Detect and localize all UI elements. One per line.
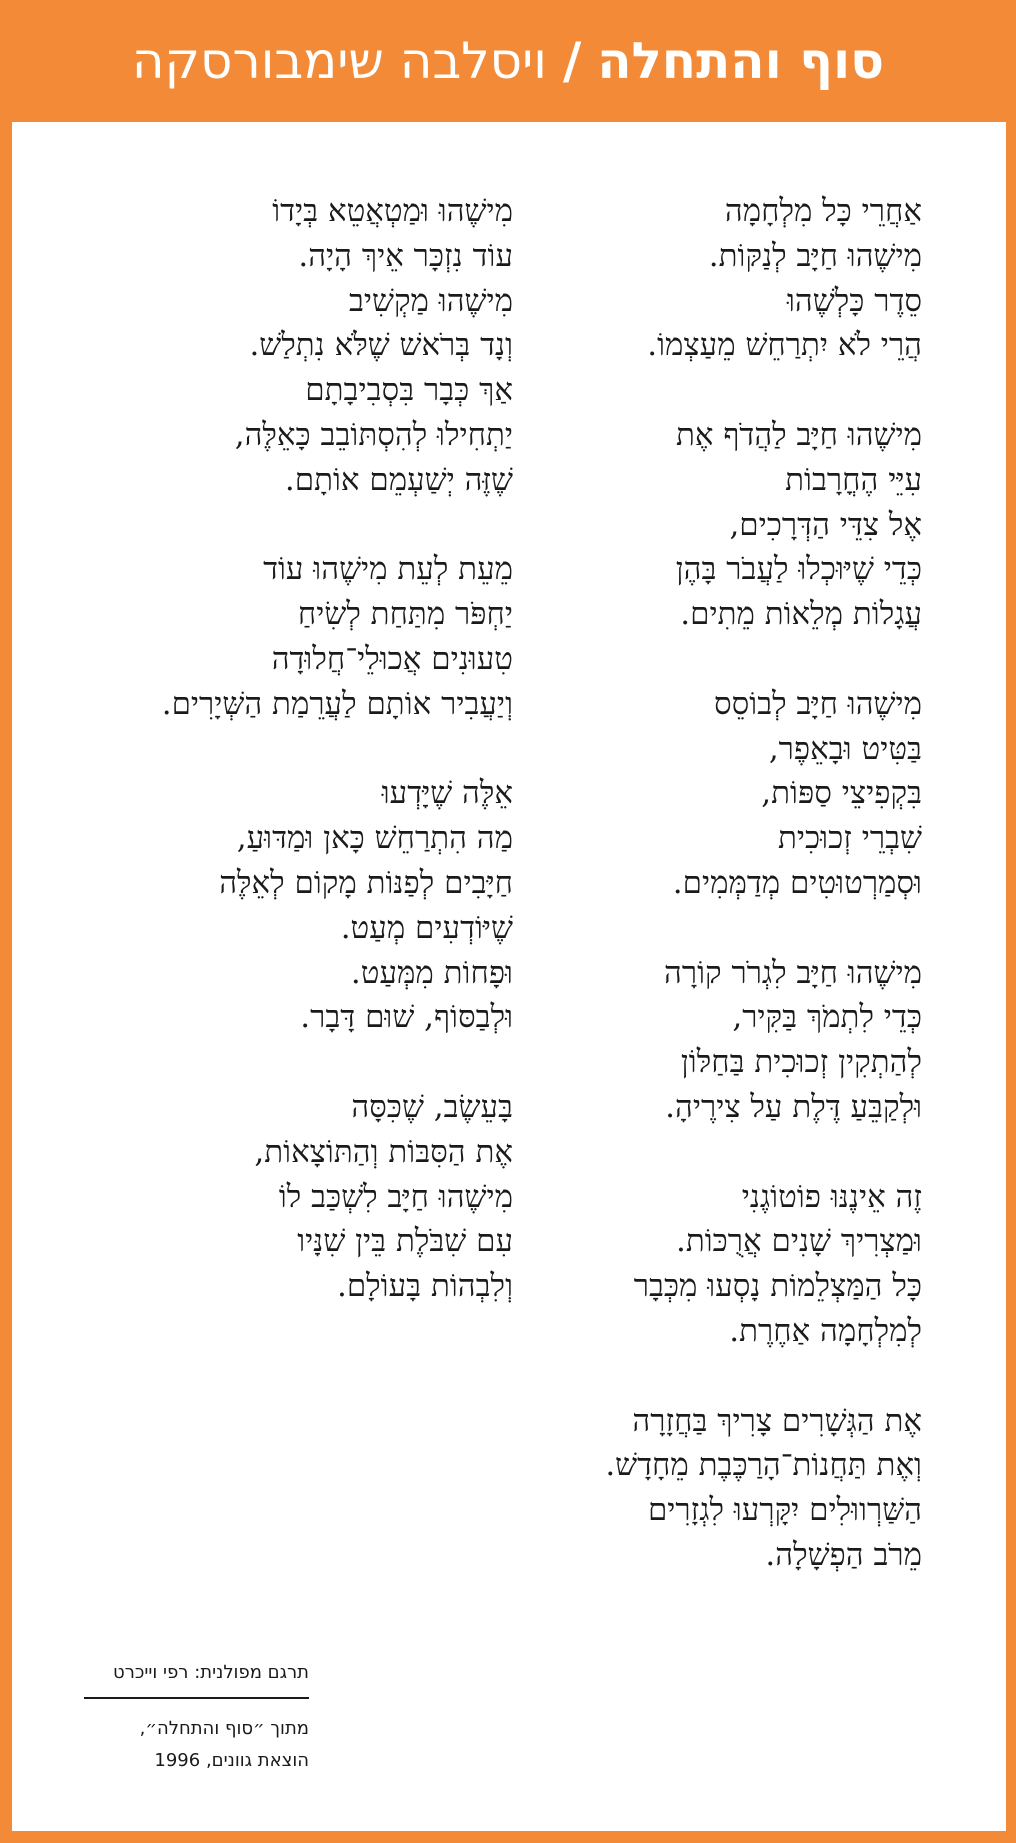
poem-stanza bbox=[605, 189, 922, 368]
poem-stanza bbox=[162, 189, 513, 503]
poem-line: מֵרֹב הַפְשָׁלָה. bbox=[765, 1536, 922, 1573]
poem-line: יַתְחִילוּ לְהִסְתּוֹבֵב כָּאֵלֶּה, bbox=[234, 416, 513, 453]
poem-line: מִישֶׁהוּ חַיָּב לִגְרֹר קוֹרָה bbox=[664, 954, 922, 991]
poem-line: עִם שִׁבֹּלֶת בֵּין שִׁנָּיו bbox=[297, 1223, 513, 1260]
poem-line: שִׁבְרֵי זְכוּכִית bbox=[777, 820, 922, 857]
poem-title: סוף והתחלה bbox=[597, 32, 885, 90]
poem-stanza bbox=[605, 1399, 922, 1578]
header-banner bbox=[0, 0, 1016, 122]
poem-line: מִישֶׁהוּ חַיָּב לְבוֹסֵס bbox=[714, 685, 922, 722]
poem-line: הֲרֵי לֹא יִתְרַחֵשׁ מֵעַצְמוֹ. bbox=[647, 327, 922, 364]
poem-line: אֵלֶּה שֶׁיָּדְעוּ bbox=[381, 775, 513, 812]
poem-stanza bbox=[605, 682, 922, 906]
poem-line: מִישֶׁהוּ וּמַטְאֲטֵא בְּיָדוֹ bbox=[272, 193, 513, 229]
poem-stanza bbox=[162, 771, 513, 1040]
poem-line: כָּל הַמַּצְלֵמוֹת נָסְעוּ מִכְּבָר bbox=[633, 1268, 922, 1305]
title-separator: / bbox=[562, 32, 582, 90]
poem-line: זֶה אֵינֶנּוּ פוֹטוֹגֶנִי bbox=[741, 1178, 922, 1215]
poem-line: לְמִלְחָמָה אַחֶרֶת. bbox=[729, 1312, 922, 1349]
credits-divider bbox=[84, 1697, 309, 1699]
poem-line: וּסְמַרְטוּטִים מְדַמְּמִים. bbox=[672, 864, 922, 901]
poem-line: יַחְפֹּר מִתַּחַת לְשִׂיחַ bbox=[297, 596, 513, 633]
poem-line: מַה הִתְרַחֵשׁ כָּאן וּמַדּוּעַ, bbox=[236, 820, 513, 857]
poem-line: מֵעֵת לְעֵת מִישֶׁהוּ עוֹד bbox=[263, 551, 513, 588]
poem-line: עוֹד נִזְכָּר אֵיךְ הָיָה. bbox=[298, 237, 513, 274]
poem-stanza bbox=[162, 547, 513, 726]
poem-column-right bbox=[605, 189, 922, 1623]
poem-line: לְהַתְקִין זְכוּכִית בַּחַלּוֹן bbox=[680, 1044, 922, 1081]
poem-stanza bbox=[605, 1175, 922, 1354]
poem-line: טִעוּנִים אֲכוּלֵי־חֲלוּדָה bbox=[271, 640, 513, 677]
credits-block bbox=[84, 1659, 309, 1777]
poem-line: בִּקְפִיצֵי סַפּוֹת, bbox=[761, 775, 922, 812]
poem-line: מִישֶׁהוּ חַיָּב לְנַקּוֹת. bbox=[708, 237, 922, 274]
poem-line: וְיַעֲבִיר אוֹתָם לַעֲרֵמַת הַשְּׁיָרִים. bbox=[161, 685, 513, 722]
poem-line: אַחֲרֵי כָּל מִלְחָמָה bbox=[724, 193, 922, 229]
poem-line: עִיֵּי הֶחֳרָבוֹת bbox=[785, 461, 922, 498]
poem-line: וּמַצְרִיךְ שָׁנִים אֲרֻכּוֹת. bbox=[675, 1223, 922, 1260]
poem-line: שֶׁזֶּה יְשַׁעְמֵם אוֹתָם. bbox=[284, 461, 513, 498]
poem-line: הַשַּׁרְווּלִים יִקָּרְעוּ לִגְזָרִים bbox=[647, 1492, 922, 1529]
poem-line: כְּדֵי לִתְמֹךְ בַּקִּיר, bbox=[732, 999, 922, 1036]
poem-line: מִישֶׁהוּ חַיָּב לַהֲדֹף אֶת bbox=[675, 416, 922, 453]
poem-stanza bbox=[162, 1085, 513, 1309]
poem-line: וּפָחוֹת מִמְּעַט. bbox=[350, 954, 513, 991]
poem-line: שֶׁיּוֹדְעִים מְעַט. bbox=[340, 909, 513, 946]
poem-line: וּלְבַסּוֹף, שׁוּם דָּבָר. bbox=[300, 999, 513, 1036]
poem-line: בָּעֵשֶׂב, שֶׁכִּסָּה bbox=[351, 1088, 513, 1125]
poem-line: אֶל צִדֵּי הַדְּרָכִים, bbox=[729, 506, 922, 543]
poem-stanza bbox=[605, 413, 922, 637]
poem-line: סֵדֶר כָּלְשֶׁהוּ bbox=[787, 282, 922, 319]
source-line-1: מתוך ״סוף והתחלה״, bbox=[139, 1718, 309, 1739]
poem-line: כְּדֵי שֶׁיּוּכְלוּ לַעֲבֹר בָּהֶן bbox=[675, 551, 922, 588]
poem-line: וְלִבְהוֹת בָּעוֹלָם. bbox=[336, 1268, 513, 1305]
poem-line: מִישֶׁהוּ מַקְשִׁיב bbox=[348, 282, 513, 319]
poem-line: אֶת הַסִּבּוֹת וְהַתּוֹצָאוֹת, bbox=[254, 1133, 513, 1170]
poet-name: ויסלבה שימבורסקה bbox=[131, 32, 547, 90]
poem-line: וְנָד בְּרֹאשׁ שֶׁלֹּא נִתְלַשׁ. bbox=[249, 327, 513, 364]
poem-line: בַּטִּיט וּבָאֵפֶר, bbox=[768, 730, 922, 767]
poem-line: וְאֶת תַּחֲנוֹת־הָרַכֶּבֶת מֵחָדָשׁ. bbox=[605, 1447, 922, 1484]
poem-line: אֶת הַגְּשָׁרִים צָרִיךְ בַּחֲזָרָה bbox=[632, 1402, 922, 1439]
poem-line: אַךְ כְּבָר בִּסְבִיבָתָם bbox=[305, 372, 513, 409]
poem-line: עֲגָלוֹת מְלֵאוֹת מֵתִים. bbox=[680, 596, 922, 633]
poem-panel bbox=[12, 122, 1006, 1831]
poem-line: מִישֶׁהוּ חַיָּב לִשְׁכַּב לוֹ bbox=[278, 1178, 513, 1215]
poem-column-left bbox=[162, 189, 513, 1354]
poem-line: וּלְקַבֵּעַ דֶּלֶת עַל צִירֶיהָ. bbox=[665, 1088, 922, 1125]
poem-line: חַיָּבִים לְפַנּוֹת מָקוֹם לְאֵלֶּה bbox=[219, 864, 513, 901]
source-line-2: הוצאת גוונים, 1996 bbox=[154, 1750, 309, 1771]
poem-stanza bbox=[605, 951, 922, 1130]
translator-credit: תרגם מפולנית: רפי וייכרט bbox=[113, 1662, 309, 1683]
